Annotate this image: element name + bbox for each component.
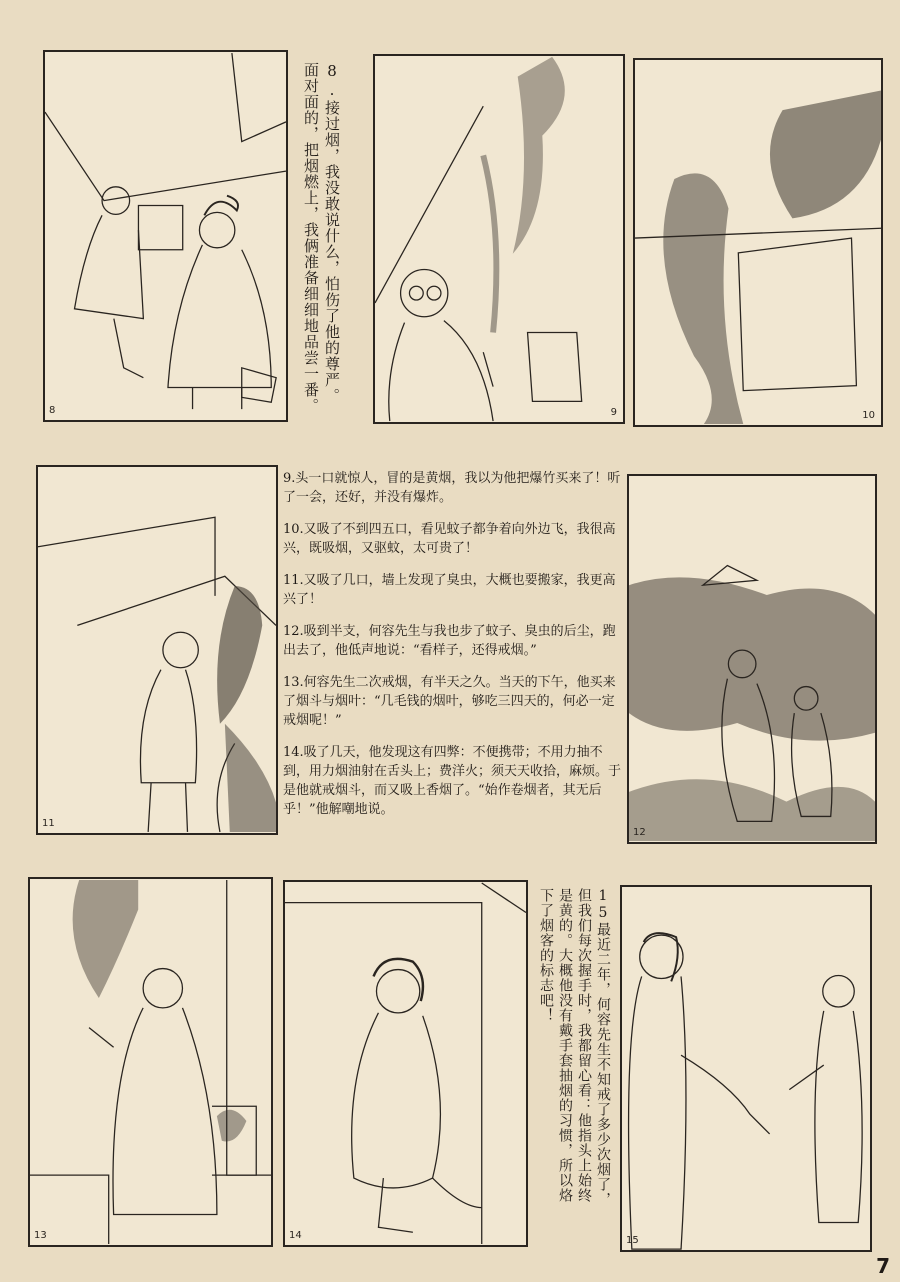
panel-number: 11 bbox=[42, 818, 55, 829]
caption-9: 9.头一口就惊人，冒的是黄烟，我以为他把爆竹买来了！听了一会，还好，并没有爆炸。 bbox=[283, 471, 621, 505]
panel-9 bbox=[373, 54, 625, 424]
panel-12 bbox=[627, 474, 877, 844]
panel-15-drawing bbox=[622, 887, 870, 1250]
panel-number: 9 bbox=[610, 407, 617, 418]
caption-block-9-14 bbox=[283, 469, 623, 832]
panel-8 bbox=[43, 50, 288, 422]
panel-14 bbox=[283, 880, 528, 1247]
caption-8-line-2: 面对面的，把烟燃上，我俩准备细细地品尝一番。 bbox=[302, 62, 320, 414]
caption-8-line-1: 8.接过烟，我没敢说什么，怕伤了他的尊严。 bbox=[323, 62, 341, 404]
panel-13-drawing bbox=[30, 879, 271, 1245]
panel-11-drawing bbox=[38, 467, 276, 833]
caption-15-line-2: 但我们每次握手时，我都留心看：他指头上始终 bbox=[576, 888, 592, 1203]
panel-10-drawing bbox=[635, 60, 881, 425]
caption-15-line-3: 是黄的。大概他没有戴手套抽烟的习惯，所以烙 bbox=[557, 888, 573, 1203]
caption-15-line-1: 15最近二年，何容先生不知戒了多少次烟了， bbox=[595, 888, 611, 1207]
panel-11 bbox=[36, 465, 278, 835]
panel-8-drawing bbox=[45, 52, 286, 420]
page-number: 7 bbox=[876, 1254, 890, 1278]
panel-number: 12 bbox=[633, 827, 646, 838]
panel-10 bbox=[633, 58, 883, 427]
panel-number: 15 bbox=[626, 1235, 639, 1246]
caption-11: 11.又吸了几口，墙上发现了臭虫，大概也要搬家，我更高兴了！ bbox=[283, 573, 616, 607]
caption-15 bbox=[536, 888, 612, 1238]
caption-13: 13.何容先生二次戒烟，有半天之久。当天的下午，他买来了烟斗与烟叶：“几毛钱的烟叶，够吃三四天的，何必一定戒烟呢！” bbox=[283, 675, 616, 728]
panel-12-drawing bbox=[629, 476, 875, 842]
caption-8 bbox=[300, 62, 342, 422]
caption-15-line-4: 下了烟客的标志吧！ bbox=[538, 888, 554, 1023]
panel-number: 13 bbox=[34, 1230, 47, 1241]
panel-number: 8 bbox=[49, 405, 56, 416]
caption-12: 12.吸到半支，何容先生与我也步了蚊子、臭虫的后尘，跑出去了，他低声地说：“看样子，还得戒烟。” bbox=[283, 624, 616, 658]
panel-number: 10 bbox=[862, 410, 875, 421]
caption-14: 14.吸了几天，他发现这有四弊：不便携带；不用力抽不到，用力烟油射在舌头上；费洋火；须天天收拾，麻烦。于是他就戒烟斗，而又吸上香烟了。“始作卷烟者，其无后乎！”他解嘲地说。 bbox=[283, 745, 622, 817]
panel-number: 14 bbox=[289, 1230, 302, 1241]
panel-15 bbox=[620, 885, 872, 1252]
caption-10: 10.又吸了不到四五口，看见蚊子都争着向外边飞，我很高兴，既吸烟，又驱蚊，太可贵了！ bbox=[283, 522, 616, 556]
panel-13 bbox=[28, 877, 273, 1247]
panel-9-drawing bbox=[375, 56, 623, 422]
panel-14-drawing bbox=[285, 882, 526, 1245]
